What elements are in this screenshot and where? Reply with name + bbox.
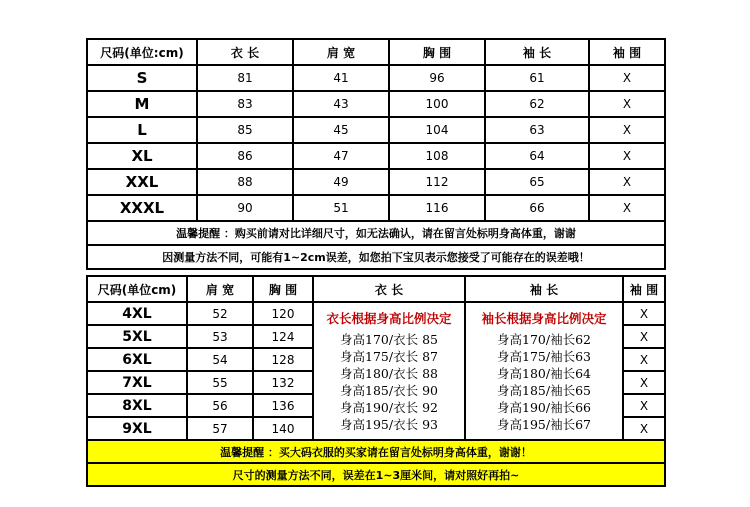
sleeve-width-cell: X <box>589 195 665 221</box>
table-row <box>87 195 665 221</box>
reminder-note: 温馨提醒 ：购买前请对比详细尺寸，如无法确认，请在留言处标明身高体重，谢谢 <box>87 221 665 245</box>
size-cell: 8XL <box>87 394 187 417</box>
shoulder-cell: 51 <box>293 195 389 221</box>
header-shoulder-width: 肩 宽 <box>293 39 389 65</box>
chest-cell: 140 <box>253 417 313 440</box>
sleeve-width-cell: X <box>589 65 665 91</box>
header-sleeve-width: 袖 围 <box>589 39 665 65</box>
body-length-rule-line: 身高190/衣长 92 <box>340 400 438 415</box>
sleeve-length-rule-line: 身高170/袖长62 <box>497 332 591 347</box>
size-table-plus <box>86 275 666 487</box>
table-header-row <box>87 39 665 65</box>
sleeve-width-cell: X <box>623 394 665 417</box>
header-sleeve-length: 袖 长 <box>485 39 589 65</box>
shoulder-cell: 41 <box>293 65 389 91</box>
shoulder-cell: 52 <box>187 302 253 325</box>
sleeve-length-rule-line: 身高195/袖长67 <box>497 417 591 432</box>
chest-cell: 128 <box>253 348 313 371</box>
shoulder-cell: 54 <box>187 348 253 371</box>
size-cell: XXXL <box>87 195 197 221</box>
body-length-rule-line: 身高175/衣长 87 <box>340 349 438 364</box>
sleeve-length-rule <box>465 302 623 440</box>
shoulder-cell: 47 <box>293 143 389 169</box>
note-row <box>87 245 665 269</box>
size-cell: XXL <box>87 169 197 195</box>
chest-cell: 116 <box>389 195 485 221</box>
shoulder-cell: 53 <box>187 325 253 348</box>
body-length-rule <box>313 302 465 440</box>
body-length-cell: 90 <box>197 195 293 221</box>
body-length-cell: 88 <box>197 169 293 195</box>
sleeve-length-cell: 66 <box>485 195 589 221</box>
sleeve-width-cell: X <box>589 91 665 117</box>
body-length-cell: 86 <box>197 143 293 169</box>
body-length-rule-line: 身高185/衣长 90 <box>340 383 438 398</box>
sleeve-length-rule-line: 身高175/袖长63 <box>497 349 591 364</box>
header-sleeve-length: 袖 长 <box>465 276 623 302</box>
plus-size-reminder-note: 温馨提醒 ：买大码衣服的买家请在留言处标明身高体重，谢谢！ <box>87 440 665 463</box>
sleeve-width-cell: X <box>623 302 665 325</box>
header-size: 尺码(单位cm) <box>87 276 187 302</box>
header-shoulder-width: 肩 宽 <box>187 276 253 302</box>
chest-cell: 100 <box>389 91 485 117</box>
sleeve-length-cell: 63 <box>485 117 589 143</box>
chest-cell: 120 <box>253 302 313 325</box>
shoulder-cell: 55 <box>187 371 253 394</box>
header-size: 尺码(单位:cm) <box>87 39 197 65</box>
sleeve-length-cell: 61 <box>485 65 589 91</box>
size-table-standard <box>86 38 666 270</box>
sleeve-width-cell: X <box>589 117 665 143</box>
chest-cell: 136 <box>253 394 313 417</box>
table-row <box>87 91 665 117</box>
table-row <box>87 143 665 169</box>
body-length-rule-heading: 衣长根据身高比例决定 <box>326 311 452 326</box>
chest-cell: 124 <box>253 325 313 348</box>
sleeve-width-cell: X <box>589 143 665 169</box>
chest-cell: 108 <box>389 143 485 169</box>
chest-cell: 132 <box>253 371 313 394</box>
shoulder-cell: 43 <box>293 91 389 117</box>
body-length-rule-line: 身高180/衣长 88 <box>340 366 438 381</box>
body-length-cell: 85 <box>197 117 293 143</box>
body-length-rule-line: 身高170/衣长 85 <box>340 332 438 347</box>
table-header-row <box>87 276 665 302</box>
body-length-cell: 81 <box>197 65 293 91</box>
chest-cell: 112 <box>389 169 485 195</box>
shoulder-cell: 57 <box>187 417 253 440</box>
table-row <box>87 117 665 143</box>
note-row <box>87 221 665 245</box>
header-chest: 胸 围 <box>253 276 313 302</box>
sleeve-length-rule-heading: 袖长根据身高比例决定 <box>481 311 607 326</box>
sleeve-length-rule-line: 身高185/袖长65 <box>497 383 591 398</box>
sleeve-length-rule-line: 身高180/袖长64 <box>497 366 591 381</box>
table-row <box>87 65 665 91</box>
size-cell: 6XL <box>87 348 187 371</box>
note-row <box>87 463 665 486</box>
header-body-length: 衣 长 <box>313 276 465 302</box>
size-cell: S <box>87 65 197 91</box>
chest-cell: 96 <box>389 65 485 91</box>
sleeve-width-cell: X <box>623 371 665 394</box>
plus-size-error-note: 尺寸的测量方法不同，误差在1~3厘米间，请对照好再拍~ <box>87 463 665 486</box>
table-row <box>87 169 665 195</box>
size-cell: 7XL <box>87 371 187 394</box>
size-cell: 4XL <box>87 302 187 325</box>
sleeve-width-cell: X <box>589 169 665 195</box>
sleeve-length-cell: 62 <box>485 91 589 117</box>
shoulder-cell: 49 <box>293 169 389 195</box>
sleeve-length-cell: 65 <box>485 169 589 195</box>
sleeve-width-cell: X <box>623 348 665 371</box>
sleeve-length-rule-line: 身高190/袖长66 <box>497 400 591 415</box>
size-cell: XL <box>87 143 197 169</box>
header-sleeve-width: 袖 围 <box>623 276 665 302</box>
body-length-rule-line: 身高195/衣长 93 <box>340 417 438 432</box>
size-cell: L <box>87 117 197 143</box>
chest-cell: 104 <box>389 117 485 143</box>
note-row <box>87 440 665 463</box>
body-length-cell: 83 <box>197 91 293 117</box>
header-body-length: 衣 长 <box>197 39 293 65</box>
sleeve-length-cell: 64 <box>485 143 589 169</box>
measurement-error-note: 因测量方法不同，可能有1~2cm误差，如您拍下宝贝表示您接受了可能存在的误差哦！ <box>87 245 665 269</box>
shoulder-cell: 56 <box>187 394 253 417</box>
sleeve-width-cell: X <box>623 417 665 440</box>
table-row <box>87 302 665 325</box>
header-chest: 胸 围 <box>389 39 485 65</box>
size-cell: 9XL <box>87 417 187 440</box>
size-cell: M <box>87 91 197 117</box>
shoulder-cell: 45 <box>293 117 389 143</box>
size-cell: 5XL <box>87 325 187 348</box>
sleeve-width-cell: X <box>623 325 665 348</box>
